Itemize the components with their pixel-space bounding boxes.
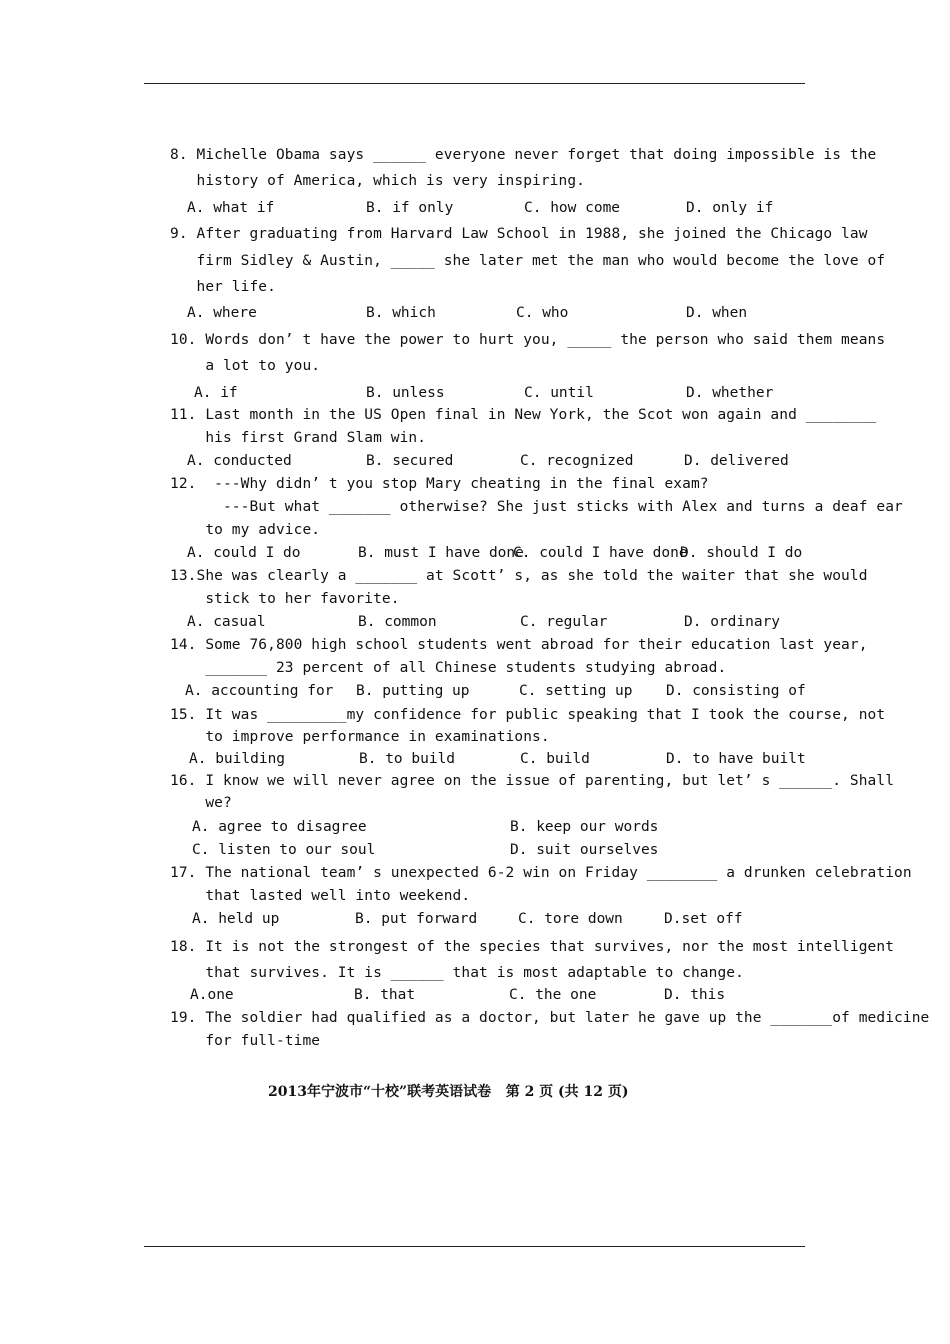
question-10-option-a: A. if (194, 385, 238, 401)
question-11-line-2: his first Grand Slam win. (170, 430, 427, 446)
question-16-line-2: we? (170, 795, 232, 811)
question-18-option-b: B. that (354, 987, 416, 1003)
question-17-line-2: that lasted well into weekend. (170, 888, 471, 904)
question-15-option-b: B. to build (359, 751, 456, 767)
question-10-line-2: a lot to you. (170, 358, 321, 374)
question-10-option-d: D. whether (686, 385, 774, 401)
bottom-rule (144, 1246, 805, 1247)
question-17-option-c: C. tore down (518, 911, 623, 927)
question-15-line-1: 15. It was _________my confidence for public speaking that I took the course, not (170, 707, 886, 723)
question-17-option-d: D.set off (664, 911, 743, 927)
question-18-line-1: 18. It is not the strongest of the species that survives, nor the most intelligent (170, 939, 895, 955)
question-13-line-1: 13.She was clearly a _______ at Scott’ s, as she told the waiter that she would (170, 568, 868, 584)
question-9-line-3: her life. (170, 279, 276, 295)
question-15-option-a: A. building (189, 751, 286, 767)
question-13-line-2: stick to her favorite. (170, 591, 400, 607)
question-12-option-b: B. must I have done (358, 545, 524, 561)
question-10-option-c: C. until (524, 385, 594, 401)
question-11-option-c: C. recognized (520, 453, 634, 469)
question-10-option-b: B. unless (366, 385, 445, 401)
question-11-line-1: 11. Last month in the US Open final in New York, the Scot won again and ________ (170, 407, 877, 423)
question-15-option-c: C. build (520, 751, 590, 767)
question-13-option-d: D. ordinary (684, 614, 781, 630)
question-8-option-a: A. what if (187, 200, 275, 216)
question-15-option-d: D. to have built (666, 751, 806, 767)
question-11-option-d: D. delivered (684, 453, 789, 469)
question-17-option-b: B. put forward (355, 911, 478, 927)
question-14-line-2: _______ 23 percent of all Chinese students studying abroad. (170, 660, 727, 676)
question-9-option-b: B. which (366, 305, 436, 321)
question-18-option-a: A.one (190, 987, 234, 1003)
question-16-option-c: C. listen to our soul (192, 842, 376, 858)
question-16-option-b: B. keep our words (510, 819, 659, 835)
question-8-line-1: 8. Michelle Obama says ______ everyone never forget that doing impossible is the (170, 147, 877, 163)
question-11-option-a: A. conducted (187, 453, 292, 469)
question-12-option-a: A. could I do (187, 545, 301, 561)
top-rule (144, 83, 805, 84)
question-9-line-1: 9. After graduating from Harvard Law School in 1988, she joined the Chicago law (170, 226, 868, 242)
question-9-line-2: firm Sidley & Austin, _____ she later met the man who would become the love of (170, 253, 886, 269)
question-14-option-d: D. consisting of (666, 683, 806, 699)
question-12-line-2: ---But what _______ otherwise? She just sticks with Alex and turns a deaf ear (170, 499, 903, 515)
question-12-line-3: to my advice. (170, 522, 321, 538)
question-18-line-2: that survives. It is ______ that is most adaptable to change. (170, 965, 744, 981)
question-14-line-1: 14. Some 76,800 high school students went abroad for their education last year, (170, 637, 868, 653)
question-11-option-b: B. secured (366, 453, 454, 469)
question-18-option-c: C. the one (509, 987, 597, 1003)
page-footer: 2013年宁波市“十校”联考英语试卷 第 2 页 (共 12 页) (268, 1084, 629, 1100)
question-9-option-a: A. where (187, 305, 257, 321)
question-9-option-c: C. who (516, 305, 569, 321)
question-8-option-b: B. if only (366, 200, 454, 216)
question-12-line-1: 12. ---Why didn’ t you stop Mary cheating in the final exam? (170, 476, 709, 492)
question-12-option-d: D. should I do (680, 545, 803, 561)
question-17-option-a: A. held up (192, 911, 280, 927)
question-13-option-a: A. casual (187, 614, 266, 630)
question-9-option-d: D. when (686, 305, 748, 321)
question-19-line-2: for full-time (170, 1033, 321, 1049)
question-14-option-b: B. putting up (356, 683, 470, 699)
question-16-option-d: D. suit ourselves (510, 842, 659, 858)
question-18-option-d: D. this (664, 987, 726, 1003)
question-10-line-1: 10. Words don’ t have the power to hurt you, _____ the person who said them means (170, 332, 886, 348)
question-12-option-c: C. could I have done (513, 545, 688, 561)
question-16-option-a: A. agree to disagree (192, 819, 367, 835)
question-16-line-1: 16. I know we will never agree on the issue of parenting, but let’ s ______. Shall (170, 773, 895, 789)
question-19-line-1: 19. The soldier had qualified as a doctor, but later he gave up the _______of medicine (170, 1010, 930, 1026)
question-8-option-c: C. how come (524, 200, 621, 216)
question-14-option-c: C. setting up (519, 683, 633, 699)
question-14-option-a: A. accounting for (185, 683, 334, 699)
question-13-option-b: B. common (358, 614, 437, 630)
question-15-line-2: to improve performance in examinations. (170, 729, 550, 745)
question-13-option-c: C. regular (520, 614, 608, 630)
question-17-line-1: 17. The national team’ s unexpected 6-2 win on Friday ________ a drunken celebration (170, 865, 912, 881)
question-8-line-2: history of America, which is very inspiring. (170, 173, 585, 189)
question-8-option-d: D. only if (686, 200, 774, 216)
